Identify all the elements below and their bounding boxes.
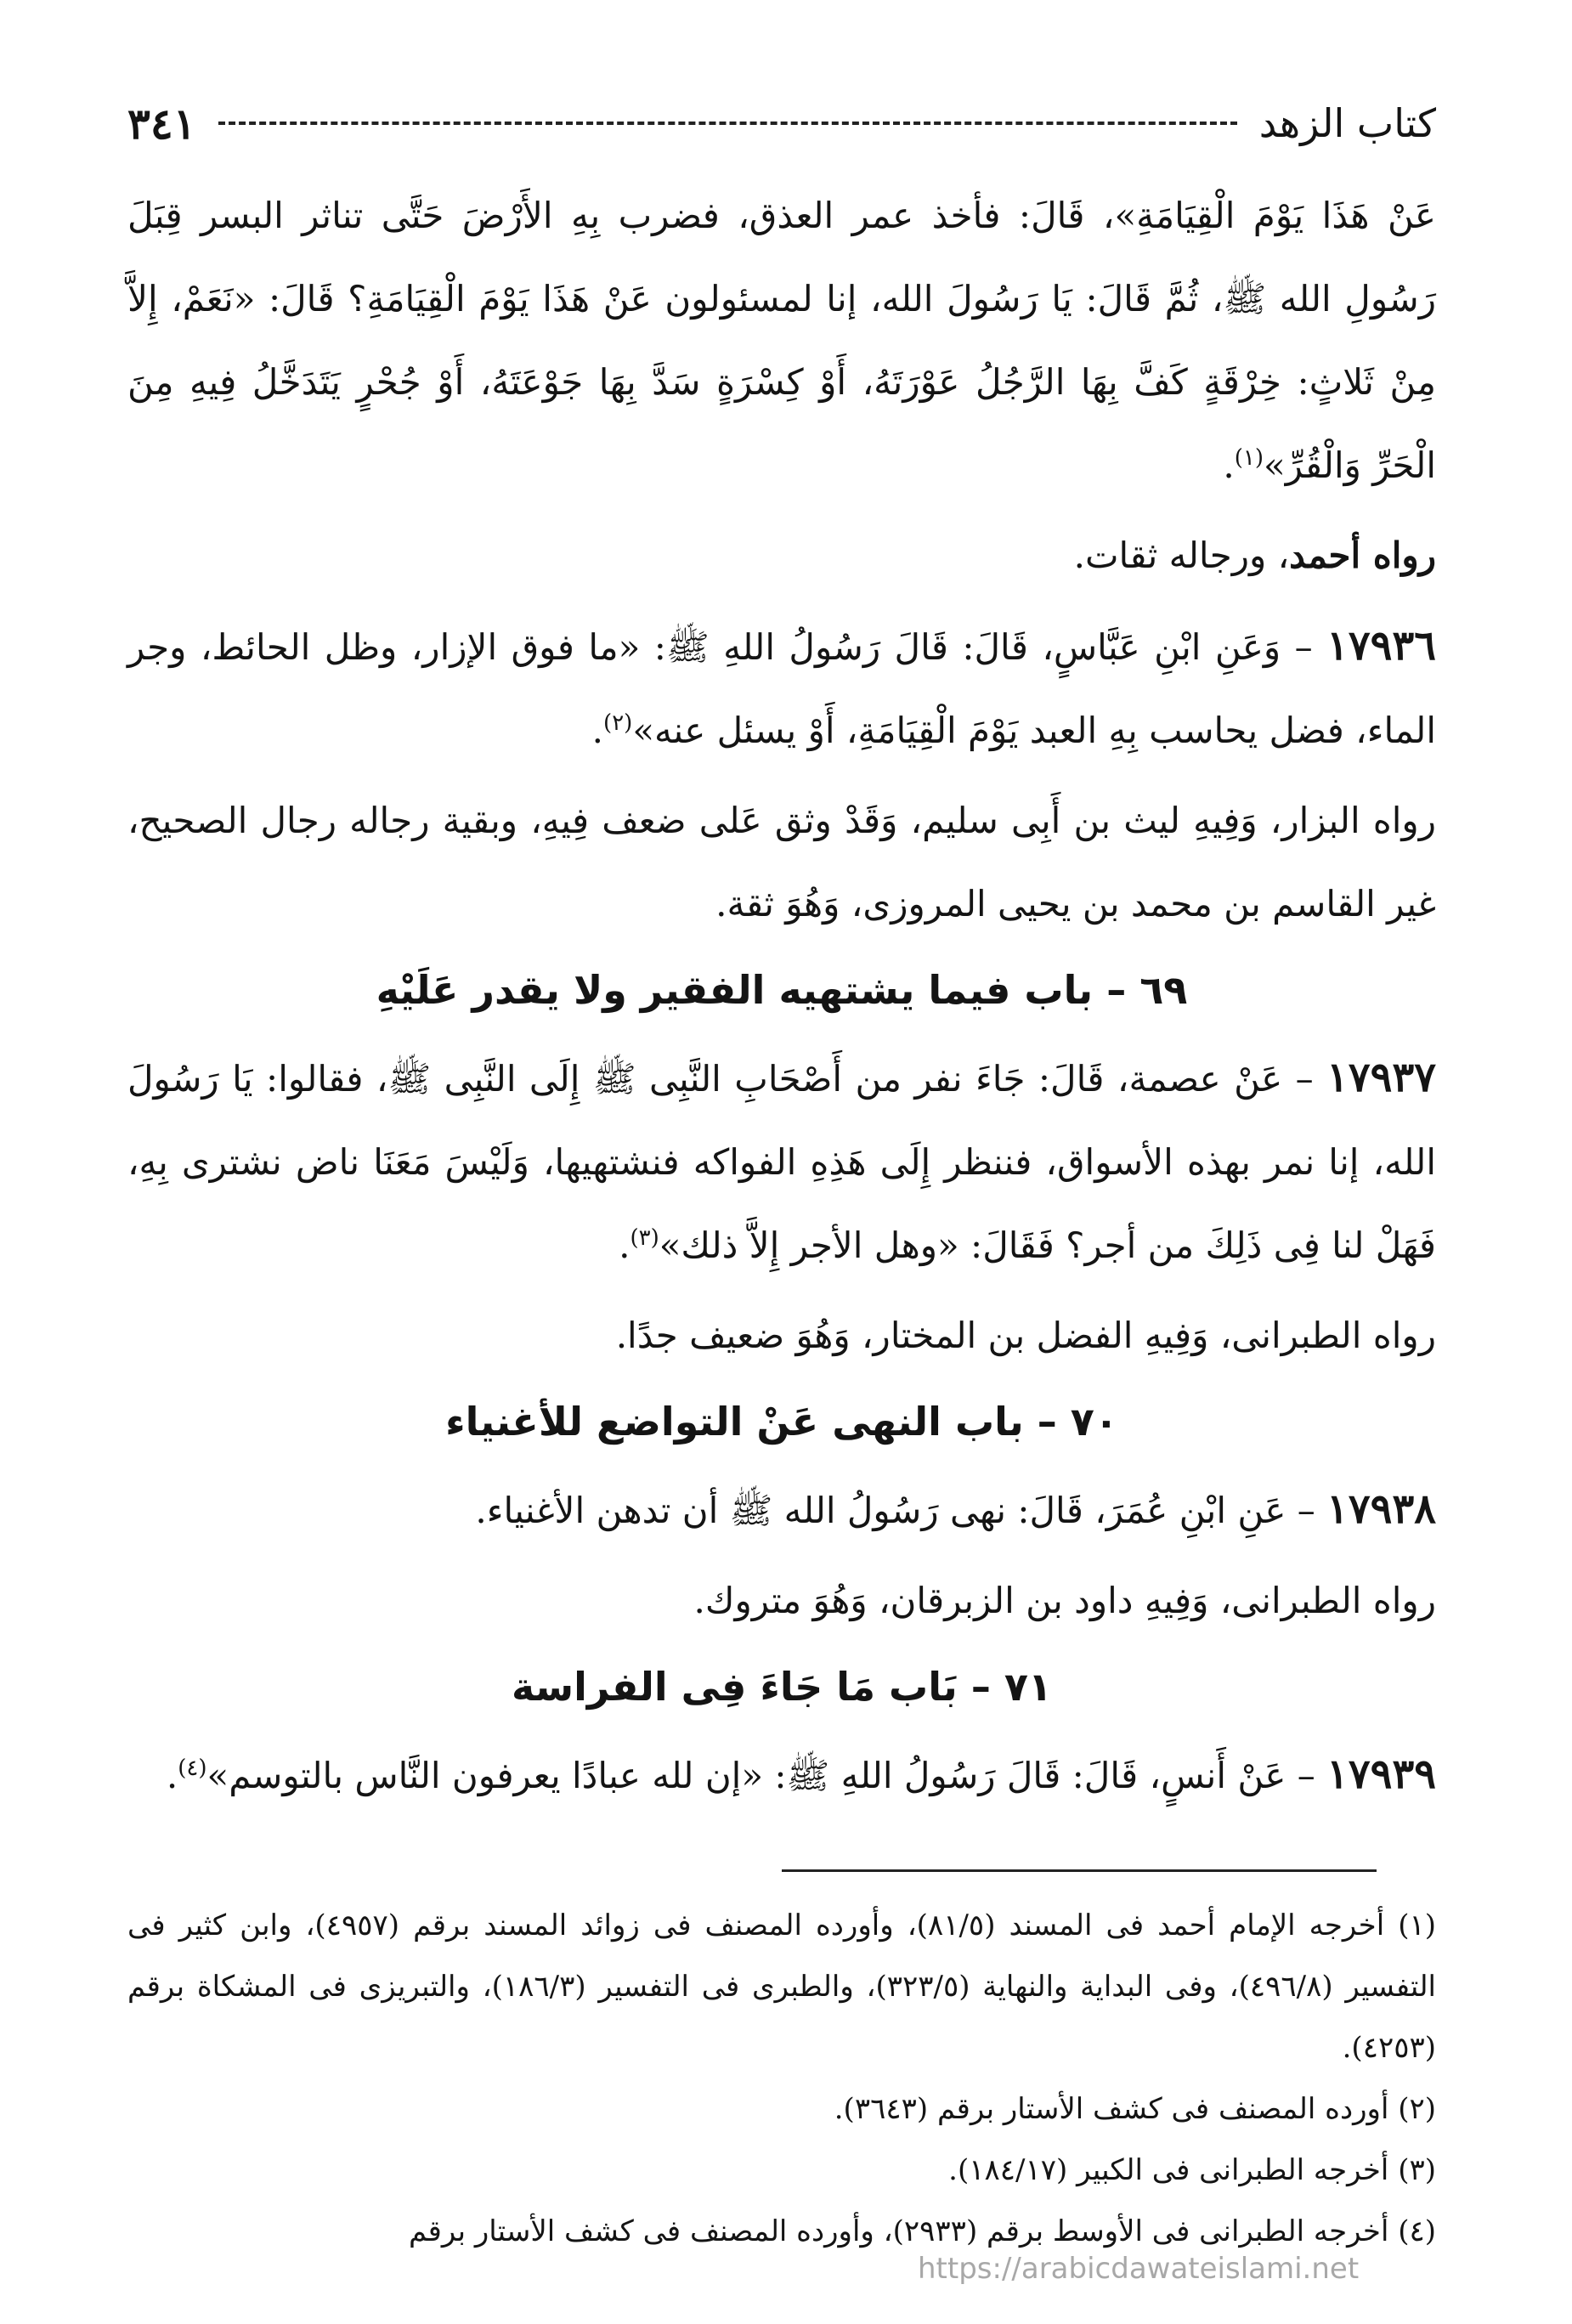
page-number: ٣٤١: [127, 98, 196, 149]
hadith-continuation: عَنْ هَذَا يَوْمَ الْقِيَامَةِ»، قَالَ: فأخذ عمر العذق، فضرب بِهِ الأَرْضَ حَتَّى تناثر البسر قِبَلَ رَسُولِ الله ﷺ، ثُمَّ قَالَ: يَا رَسُولَ الله، إنا لمسئولون عَنْ هَذَا يَوْمَ الْقِيَامَةِ؟ قَالَ: «نَعَمْ، إِلاَّ مِنْ ثَلاثٍ: خِرْقَةٍ كَفَّ بِهَا الرَّجُلُ عَوْرَتَهُ، أَوْ كِسْرَةٍ سَدَّ بِهَا جَوْعَتَهُ، أَوْ جُحْرٍ يَتَدَخَّلُ فِيهِ مِنَ الْحَرِّ وَالْقُرِّ»$^{(١)}$.: [127, 195, 1436, 486]
chapter-heading-70: ٧٠ – باب النهى عَنْ التواضع للأغنياء: [445, 1399, 1118, 1445]
hadith-number: ١٧٩٣٨: [1326, 1485, 1436, 1533]
narration-note: [127, 1559, 1436, 1643]
hadith-text: – عَنْ عصمة، قَالَ: جَاءَ نفر من أَصْحَابِ النَّبِى ﷺ إِلَى النَّبِى ﷺ، فقالوا: يَا رَسُولَ الله، إنا نمر بهذه الأسواق، فننظر إِلَى هَذِهِ الفواكه فنشتهيها، وَلَيْسَ مَعَنَا ناض نشترى بِهِ، فَهَلْ لنا فِى ذَلِكَ من أجر؟ فَقَالَ: «وهل الأجر إِلاَّ ذلك»: [127, 1058, 1436, 1266]
chapter-heading-71: ٧١ – بَاب مَا جَاءَ فِى الفراسة: [511, 1664, 1053, 1710]
book-title: كتاب الزهد: [1258, 100, 1436, 146]
footnote-ref: (٤): [178, 1756, 207, 1781]
footnote-4: (٤) أخرجه الطبرانى فى الأوسط برقم (٢٩٣٣)، وأورده المصنف فى كشف الأستار برقم: [408, 2214, 1436, 2248]
hadith-17938: [127, 1467, 1436, 1552]
hadith-17939: [127, 1733, 1436, 1818]
main-text: [127, 174, 1436, 1824]
hadith-17936: [127, 604, 1436, 772]
hadith-17937: [127, 1036, 1436, 1287]
hadith-text: – عَنْ أَنسٍ، قَالَ: قَالَ رَسُولُ اللهِ ﷺ: «إن لله عبادًا يعرفون النَّاس بالتوسم»: [206, 1755, 1327, 1796]
footnotes: [127, 1895, 1436, 2262]
footnote-2: (٢) أورده المصنف فى كشف الأستار برقم (٣٦٤٣).: [834, 2092, 1436, 2126]
hadith-number: ١٧٩٣٧: [1326, 1054, 1436, 1101]
header-dashed-rule: [218, 122, 1237, 125]
hadith-text: – عَنِ ابْنِ عُمَرَ، قَالَ: نهى رَسُولُ الله ﷺ أن تدهن الأغنياء.: [475, 1490, 1327, 1531]
hadith-text: – وَعَنِ ابْنِ عَبَّاسٍ، قَالَ: قَالَ رَسُولُ اللهِ ﷺ: «ما فوق الإزار، وظل الحائط، وجر الماء، فضل يحاسب بِهِ العبد يَوْمَ الْقِيَامَةِ، أَوْ يسئل عنه»: [127, 626, 1436, 751]
narrator-label: رواه أحمد: [1289, 534, 1436, 576]
watermark-url: https://arabicdawateislami.net: [918, 2252, 1360, 2286]
paragraph-text: عَنْ هَذَا يَوْمَ الْقِيَامَةِ»، قَالَ: فأخذ عمر العذق، فضرب بِهِ الأَرْضَ حَتَّى تناثر البسر قِبَلَ رَسُولِ الله ﷺ، ثُمَّ قَالَ: يَا رَسُولَ الله، إنا لمسئولون عَنْ هَذَا يَوْمَ الْقِيَامَةِ؟ قَالَ: «نَعَمْ، إِلاَّ مِنْ ثَلاثٍ: خِرْقَةٍ كَفَّ بِهَا الرَّجُلُ عَوْرَتَهُ، أَوْ كِسْرَةٍ سَدَّ بِهَا جَوْعَتَهُ، أَوْ جُحْرٍ يَتَدَخَّلُ فِيهِ مِنَ الْحَرِّ وَالْقُرِّ»: [127, 195, 1436, 486]
narration-note: [127, 514, 1436, 597]
chapter-heading-69: ٦٩ – باب فيما يشتهيه الفقير ولا يقدر عَلَيْهِ: [376, 967, 1188, 1013]
hadith-number: ١٧٩٣٦: [1326, 622, 1436, 670]
footnote-separator: [782, 1869, 1377, 1872]
hadith-tail: .: [619, 1224, 630, 1266]
footnote-3: (٣) أخرجه الطبرانى فى الكبير (١٨٤/١٧).: [948, 2153, 1436, 2187]
narration-note: [127, 1294, 1436, 1377]
footnote-ref: (١): [1234, 445, 1264, 471]
footnote-ref: (٣): [630, 1225, 659, 1251]
paragraph-text: ، ورجاله ثقات.: [1073, 534, 1290, 576]
hadith-tail: .: [166, 1755, 178, 1796]
hadith-tail: .: [591, 710, 604, 751]
footnote-1: (١) أخرجه الإمام أحمد فى المسند (٨١/٥)، وأورده المصنف فى زوائد المسند برقم (٤٩٥٧)، وابن كثير فى التفسير (٤٩٦/٨)، وفى البداية والنهاية (٣٢٣/٥)، والطبرى فى التفسير (١٨٦/٣)، والتبريزى فى المشكاة برقم (٤٢٥٣).: [127, 1908, 1437, 2065]
footnote-ref: (٢): [603, 710, 633, 736]
paragraph-text: رواه الطبرانى، وَفِيهِ الفضل بن المختار، وَهُوَ ضعيف جدًا.: [615, 1315, 1436, 1356]
hadith-number: ١٧٩٣٩: [1326, 1750, 1436, 1798]
narration-note: [127, 779, 1436, 946]
running-header: [127, 89, 1436, 157]
paragraph-text: رواه الطبرانى، وَفِيهِ داود بن الزبرقان، وَهُوَ متروك.: [693, 1580, 1436, 1621]
paragraph-text: رواه البزار، وَفِيهِ ليث بن أَبِى سليم، وَقَدْ وثق عَلى ضعف فِيهِ، وبقية رجاله رجال الصحيح، غير القاسم بن محمد بن يحيى المروزى، وَهُوَ ثقة.: [127, 800, 1436, 925]
